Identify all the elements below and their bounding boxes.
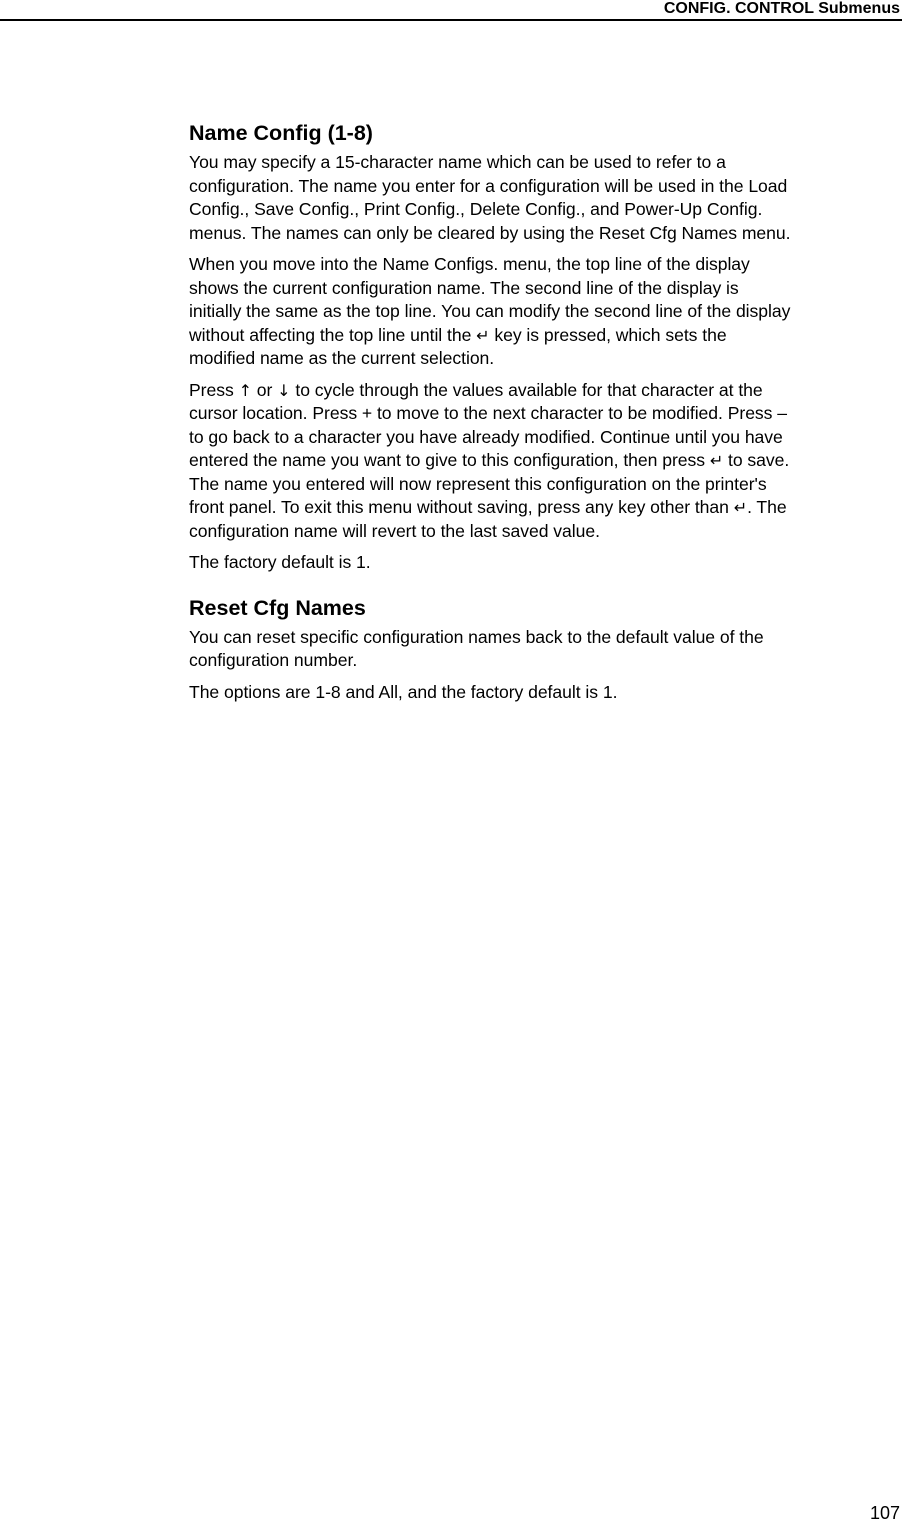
page-content bbox=[189, 118, 901, 712]
text-line: initially the same as the top line. You can modify the second line of the display bbox=[189, 301, 791, 321]
text-fragment: to save. bbox=[723, 450, 790, 470]
text-line bbox=[189, 379, 901, 403]
text-line bbox=[189, 449, 901, 473]
page-number: 107 bbox=[869, 1503, 900, 1523]
down-arrow-icon: ↓ bbox=[277, 380, 291, 400]
text-line: The options are 1-8 and All, and the factory default is 1. bbox=[189, 681, 618, 702]
text-fragment: . The bbox=[747, 497, 787, 517]
text-line: Config., Save Config., Print Config., Delete Config., and Power-Up Config. bbox=[189, 199, 763, 219]
text-fragment: to cycle through the values available for that character at the bbox=[290, 379, 763, 400]
enter-key-icon: ↵ bbox=[733, 498, 748, 517]
text-fragment: key is pressed, which sets the bbox=[489, 324, 727, 345]
text-line: menus. The names can only be cleared by using the Reset Cfg Names menu. bbox=[189, 222, 791, 243]
running-header bbox=[0, 0, 902, 21]
paragraph-name-config-display bbox=[189, 253, 901, 371]
enter-key-icon: ↵ bbox=[476, 325, 490, 345]
text-line: shows the current configuration name. The second line of the display is bbox=[189, 277, 739, 298]
text-line: The name you entered will now represent this configuration on the printer's bbox=[189, 473, 767, 494]
text-line: configuration name will revert to the last saved value. bbox=[189, 520, 600, 541]
text-line: configuration number. bbox=[189, 650, 358, 670]
text-line bbox=[189, 496, 901, 520]
text-line: to go back to a character you have already modified. Continue until you have bbox=[189, 426, 783, 447]
paragraph-reset-cfg-intro bbox=[189, 626, 901, 673]
enter-key-icon: ↵ bbox=[709, 451, 724, 470]
text-line: You may specify a 15-character name which can be used to refer to a bbox=[189, 152, 726, 172]
text-line: The factory default is 1. bbox=[189, 552, 371, 572]
text-line: cursor location. Press + to move to the next character to be modified. Press – bbox=[189, 403, 787, 423]
section-heading-reset-cfg-names: Reset Cfg Names bbox=[189, 595, 366, 620]
text-line bbox=[189, 324, 901, 348]
text-fragment: or bbox=[251, 379, 278, 400]
text-fragment: entered the name you want to give to this configuration, then press bbox=[189, 450, 710, 470]
text-line: You can reset specific configuration names back to the default value of the bbox=[189, 626, 764, 647]
up-arrow-icon: ↑ bbox=[238, 380, 252, 400]
paragraph-name-config-keys bbox=[189, 379, 901, 544]
running-header-title: CONFIG. CONTROL Submenus bbox=[663, 0, 900, 17]
paragraph-name-config-default bbox=[189, 551, 901, 575]
text-line: modified name as the current selection. bbox=[189, 348, 495, 368]
text-fragment: without affecting the top line until the bbox=[189, 324, 477, 345]
paragraph-name-config-intro bbox=[189, 151, 901, 245]
text-line: When you move into the Name Configs. menu, the top line of the display bbox=[189, 254, 750, 274]
text-fragment: Press bbox=[189, 379, 239, 400]
text-line: configuration. The name you enter for a configuration will be used in the Load bbox=[189, 175, 788, 196]
paragraph-reset-cfg-options bbox=[189, 681, 901, 705]
text-fragment: front panel. To exit this menu without saving, press any key other than bbox=[189, 497, 734, 517]
section-heading-name-config: Name Config (1-8) bbox=[189, 121, 373, 145]
